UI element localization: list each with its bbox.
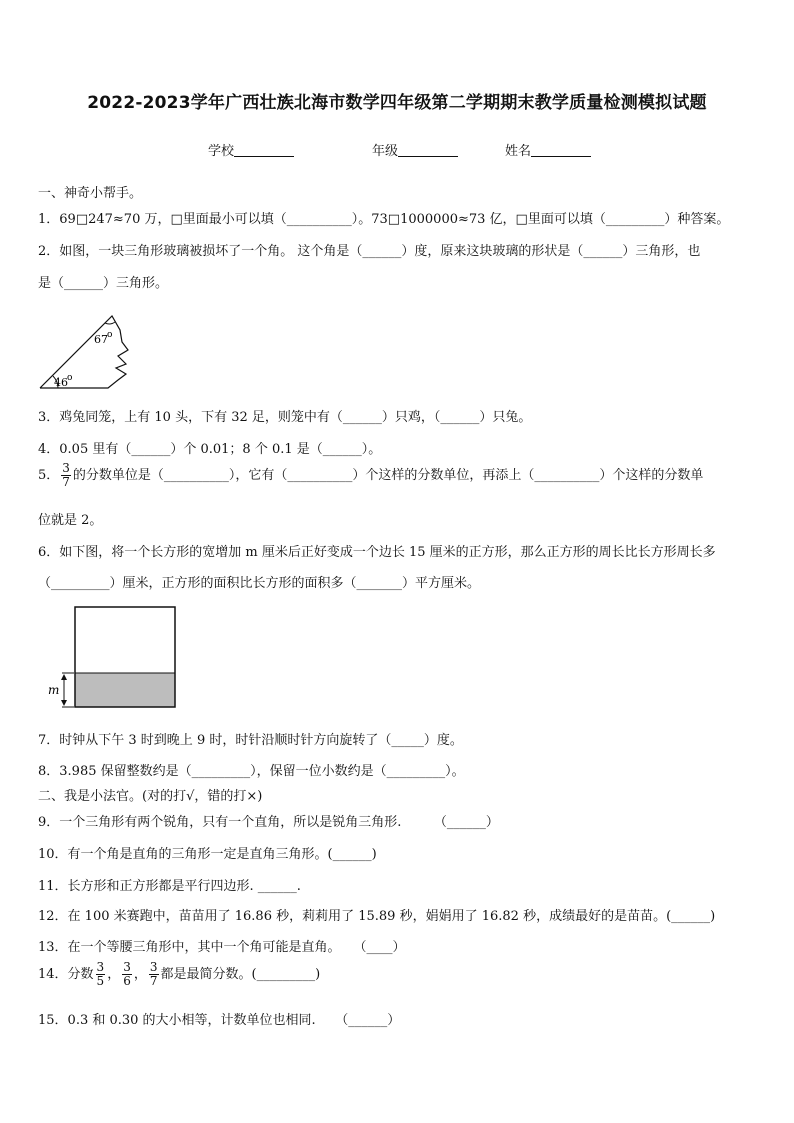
name-field (505, 140, 591, 159)
question-2-line-2: 是（______）三角形。 (38, 276, 169, 291)
page-title: 2022-2023学年广西壮族北海市数学四年级第二学期期末教学质量检测模拟试题 (87, 93, 707, 113)
fraction-denominator: 6 (123, 974, 131, 988)
school-field (208, 140, 294, 159)
school-label: 学校 (208, 144, 235, 159)
grade-field (372, 140, 458, 159)
name-label: 姓名 (505, 144, 532, 159)
question-5-line-2: 位就是 2。 (38, 513, 103, 528)
question-5-number: 5． (38, 468, 60, 483)
fraction-numerator: 3 (123, 960, 131, 974)
separator: ， (107, 967, 121, 982)
fraction-denominator: 7 (149, 974, 158, 988)
fraction-3-6 (122, 961, 132, 988)
question-8: 8．3.985 保留整数约是（_________），保留一位小数约是（_________）。 (38, 764, 465, 779)
m-label: m (48, 683, 60, 697)
question-1: 1．69□247≈70 万，□里面最小可以填（__________）。73□1000000≈73 亿，□里面可以填（_________）种答案。 (38, 212, 730, 227)
name-blank (531, 144, 591, 157)
fraction-3-7 (149, 961, 159, 988)
question-12: 12．在 100 米赛跑中，苗苗用了 16.86 秒，莉莉用了 15.89 秒，娟娟用了 16.82 秒，成绩最好的是苗苗。(______) (38, 909, 716, 924)
angle-67-label: 67 (94, 333, 108, 346)
fraction-3-5 (96, 961, 106, 988)
question-14-prefix: 14．分数 (38, 967, 94, 982)
question-14-suffix: 都是最简分数。(_________) (160, 967, 321, 982)
question-11: 11．长方形和正方形都是平行四边形. ______. (38, 879, 301, 894)
grade-label: 年级 (372, 144, 399, 159)
fraction-numerator: 3 (96, 960, 105, 974)
angle-46-label: 46 (54, 376, 68, 389)
broken-triangle-figure (36, 310, 136, 392)
question-10: 10．有一个角是直角的三角形一定是直角三角形。(______) (38, 847, 377, 862)
section-2-heading: 二、我是小法官。(对的打√，错的打×) (38, 789, 263, 804)
question-5-text: 的分数单位是（__________），它有（__________）个这样的分数单位，再添上（__________）个这样的分数单 (72, 468, 704, 483)
question-9: 9．一个三角形有两个锐角，只有一个直角，所以是锐角三角形. （______） (38, 815, 499, 830)
question-14 (38, 961, 320, 988)
fraction-denominator: 7 (62, 475, 70, 489)
question-2-line-1: 2．如图，一块三角形玻璃被损坏了一个角。 这个角是（______）度，原来这块玻璃的形状是（______）三角形，也 (38, 244, 701, 259)
question-6-line-1: 6．如下图，将一个长方形的宽增加 m 厘米后正好变成一个边长 15 厘米的正方形，那么正方形的周长比长方形周长多 (38, 545, 716, 560)
grade-blank (398, 144, 458, 157)
section-1-heading: 一、神奇小帮手。 (38, 186, 143, 201)
fraction-numerator: 3 (149, 960, 158, 974)
fraction-numerator: 3 (62, 461, 70, 475)
question-7: 7．时钟从下午 3 时到晚上 9 时，时针沿顺时针方向旋转了（_____）度。 (38, 733, 463, 748)
fraction-denominator: 5 (96, 974, 105, 988)
school-blank (234, 144, 294, 157)
question-15: 15．0.3 和 0.30 的大小相等，计数单位也相同. （______） (38, 1013, 401, 1028)
angle-67-degree: o (107, 330, 113, 340)
question-4: 4．0.05 里有（______）个 0.01；8 个 0.1 是（______）。 (38, 442, 382, 457)
question-13: 13．在一个等腰三角形中，其中一个角可能是直角。 （____） (38, 940, 406, 955)
question-6-line-2: （_________）厘米，正方形的面积比长方形的面积多（_______）平方厘米。 (38, 576, 481, 591)
square-rectangle-figure (44, 602, 184, 712)
separator: ， (133, 967, 147, 982)
question-5 (38, 462, 703, 489)
question-3: 3．鸡兔同笼，上有 10 头，下有 32 足，则笼中有（______）只鸡，（______）只兔。 (38, 410, 532, 425)
fraction-3-7 (61, 462, 71, 489)
angle-46-degree: o (67, 373, 73, 383)
